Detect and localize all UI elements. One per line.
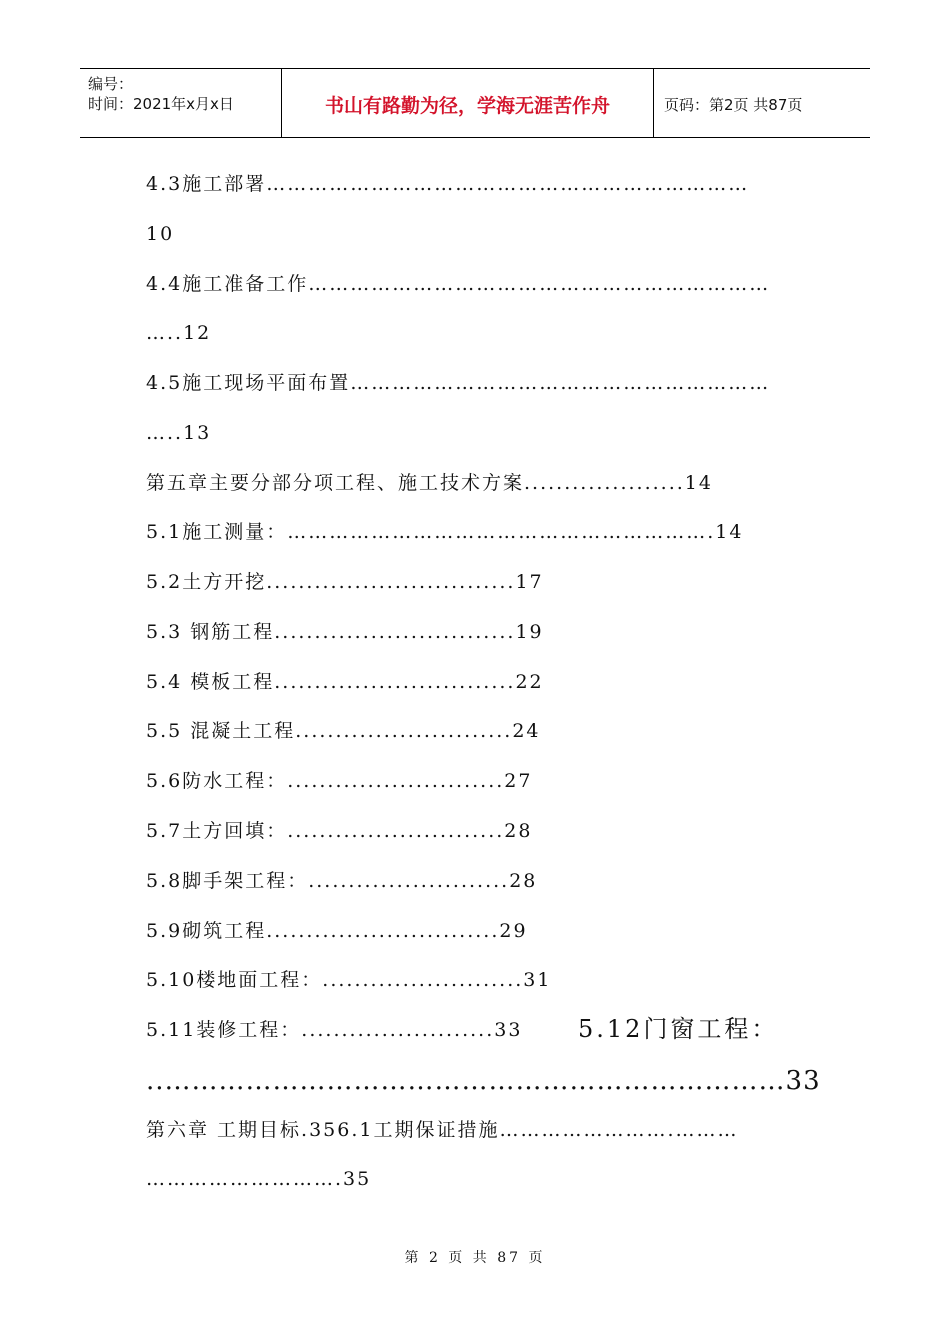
page-footer: 第 2 页 共 87 页 <box>404 1250 546 1266</box>
header-motto: 书山有路勤为径，学海无涯苦作舟 <box>324 95 610 117</box>
toc-entry-chapter-6[interactable]: 第六章 工期目标.356.1工期保证措施…………………….……… <box>146 1119 739 1141</box>
toc-entry-5-12[interactable]: 5.12门窗工程： <box>578 1015 779 1043</box>
header-page-code: 页码：第2页 共87页 <box>664 96 803 114</box>
toc-entry-4-5[interactable]: 4.5施工现场平面布置…………………………………………………… <box>146 372 771 394</box>
toc-entry-5-12-page[interactable]: ..……………………………………………………………33 <box>146 1066 821 1096</box>
toc-entry-4-4[interactable]: 4.4施工准备工作………………………………………………………… <box>146 273 771 295</box>
toc-entry-5-2[interactable]: 5.2土方开挖...............................17 <box>146 571 544 593</box>
toc-entry-6-1-page[interactable]: ……………………….35 <box>146 1168 372 1190</box>
toc-entry-4-3-page[interactable]: 10 <box>146 223 175 245</box>
toc-entry-5-3[interactable]: 5.3 钢筋工程..............................19 <box>146 621 544 643</box>
document-time-label: 时间：2021年x月x日 <box>88 95 234 113</box>
toc-entry-5-4[interactable]: 5.4 模板工程..............................22 <box>146 671 544 693</box>
toc-entry-5-9[interactable]: 5.9砌筑工程.............................29 <box>146 920 528 942</box>
toc-entry-5-11[interactable]: 5.11装修工程：........................33 <box>146 1019 523 1041</box>
toc-entry-5-1[interactable]: 5.1施工测量：…………………………………………………….14 <box>146 521 744 543</box>
toc-entry-5-5[interactable]: 5.5 混凝土工程...........................24 <box>146 720 541 742</box>
toc-entry-chapter-5[interactable]: 第五章主要分部分项工程、施工技术方案....................14 <box>146 472 713 494</box>
document-number-label: 编号： <box>88 75 134 93</box>
toc-entry-4-4-page[interactable]: …..12 <box>146 322 212 344</box>
toc-entry-5-10[interactable]: 5.10楼地面工程：.........................31 <box>146 969 552 991</box>
toc-entry-4-3[interactable]: 4.3施工部署…………………………………………………………… <box>146 173 750 195</box>
toc-entry-5-8[interactable]: 5.8脚手架工程：.........................28 <box>146 870 538 892</box>
toc-entry-5-6[interactable]: 5.6防水工程：...........................27 <box>146 770 533 792</box>
toc-entry-4-5-page[interactable]: …..13 <box>146 422 212 444</box>
toc-entry-5-7[interactable]: 5.7土方回填：...........................28 <box>146 820 533 842</box>
